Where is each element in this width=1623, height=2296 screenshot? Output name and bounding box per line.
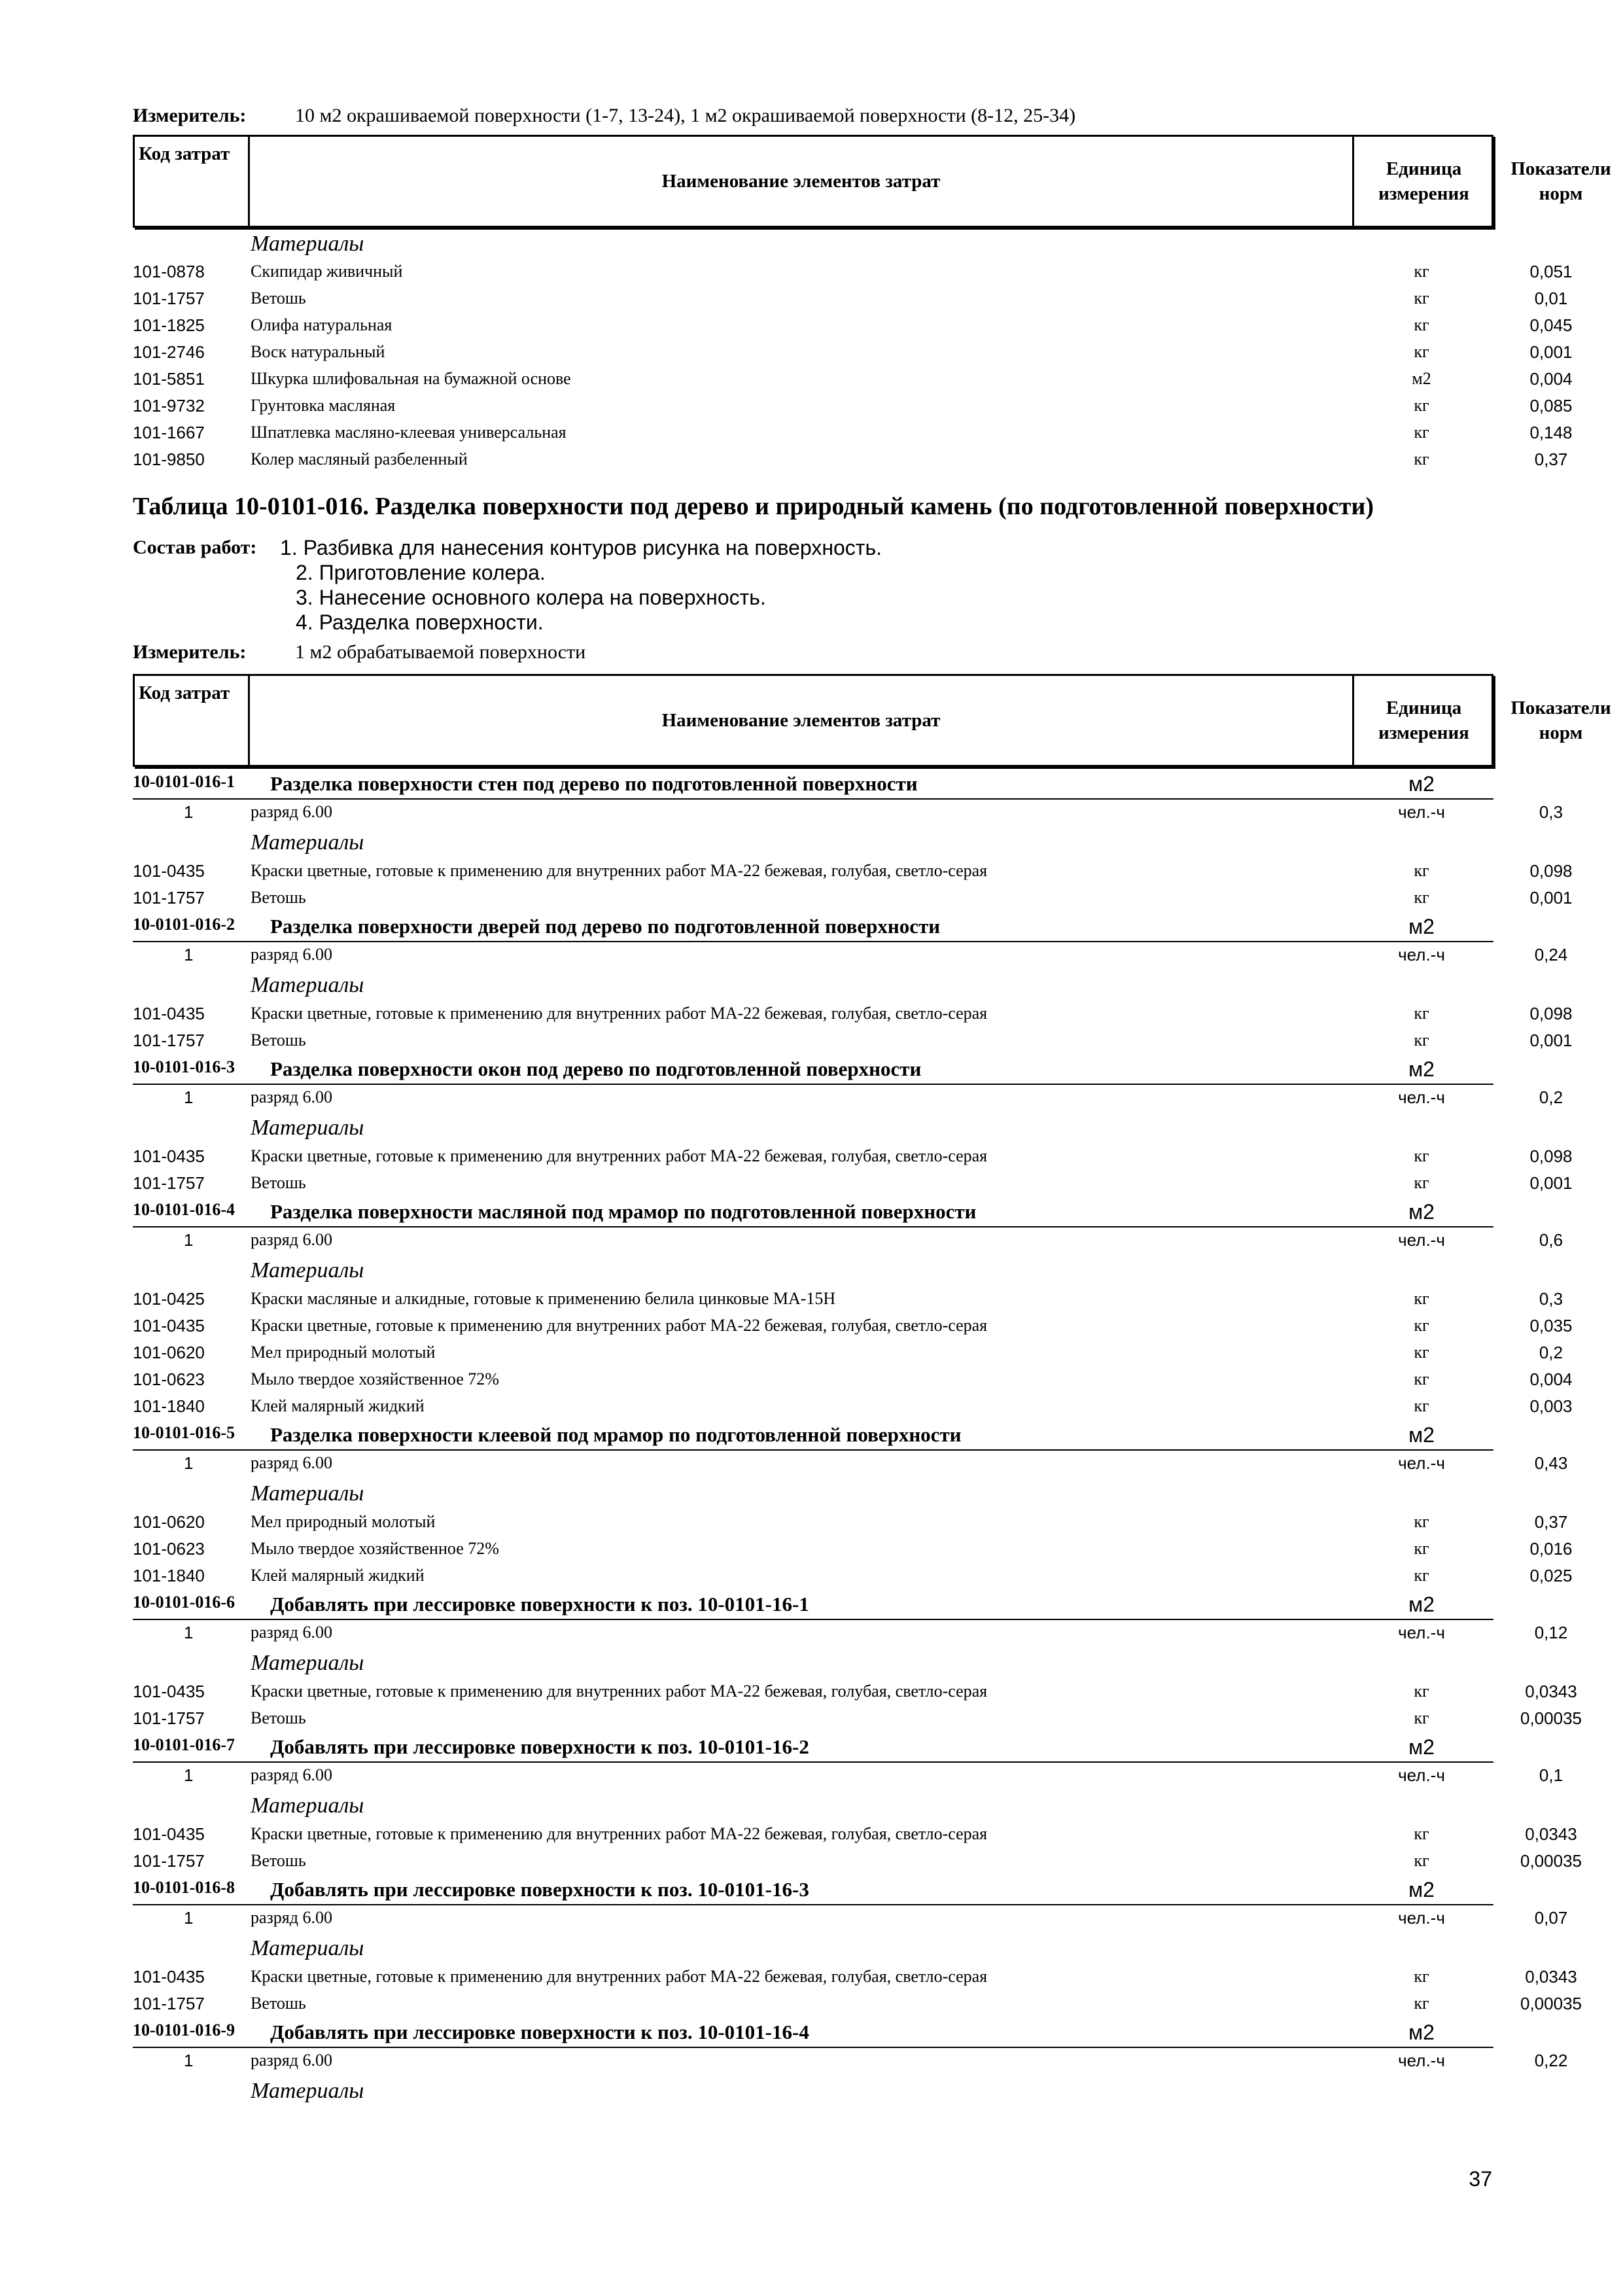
row-name: Краски цветные, готовые к применению для внутренних работ МА-22 бежевая, голубая, светло-серая (251, 861, 988, 880)
materials-label (133, 1793, 1493, 1820)
row-unit: кг (1414, 1031, 1429, 1050)
row-value: 0,001 (1529, 342, 1573, 362)
row-value: 0,2 (1539, 1343, 1563, 1362)
row-unit: кг (1414, 315, 1429, 334)
row-code: 10-0101-016-6 (133, 1593, 235, 1612)
row-code: 101-1840 (133, 1396, 205, 1416)
row-value: 0,6 (1539, 1230, 1563, 1250)
table-row (133, 1369, 1573, 1396)
row-value: 0,001 (1529, 888, 1573, 908)
row-name: Добавлять при лессировке поверхности к поз. 10-0101-16-4 (270, 2021, 809, 2043)
row-name: Материалы (251, 973, 364, 997)
steps-list (280, 535, 882, 635)
row-code: 1 (184, 1623, 194, 1642)
row-name: Мыло твердое хозяйственное 72% (251, 1539, 499, 1558)
row-code: 101-9732 (133, 396, 205, 415)
row-unit: кг (1414, 1539, 1429, 1558)
row-name: разряд 6.00 (251, 1230, 332, 1249)
row-name: Ветошь (251, 1994, 306, 2013)
row-name: Грунтовка масляная (251, 396, 396, 415)
header-unit: Единица измерения (1354, 137, 1495, 226)
row-unit: м2 (1412, 369, 1431, 388)
row-name: Краски масляные и алкидные, готовые к применению белила цинковые МА-15Н (251, 1289, 836, 1308)
row-value: 0,098 (1529, 861, 1573, 881)
row-name: разряд 6.00 (251, 1765, 332, 1784)
table-row (133, 1623, 1568, 1649)
section-row (133, 1057, 1493, 1085)
row-unit: м2 (1408, 1200, 1435, 1224)
row-unit: чел.-ч (1398, 1230, 1445, 1250)
row-unit: кг (1414, 1967, 1429, 1986)
row-code: 101-1757 (133, 1708, 205, 1728)
table-row (133, 802, 1563, 828)
materials-label (133, 973, 1493, 999)
row-code: 101-0435 (133, 1146, 205, 1166)
row-code: 101-0878 (133, 262, 205, 281)
row-name: Разделка поверхности окон под дерево по подготовленной поверхности (270, 1057, 922, 1080)
table-row (133, 369, 1573, 395)
row-unit: м2 (1408, 772, 1435, 796)
table-row (133, 1004, 1573, 1030)
section-row (133, 1200, 1493, 1227)
row-code: 101-1757 (133, 888, 205, 908)
row-value: 0,00035 (1520, 1708, 1582, 1728)
materials-label (133, 1116, 1493, 1142)
row-name: разряд 6.00 (251, 1087, 332, 1106)
row-value: 0,001 (1529, 1031, 1573, 1050)
row-name: Мел природный молотый (251, 1512, 436, 1531)
row-value: 0,0343 (1525, 1682, 1577, 1701)
table-row (133, 1087, 1563, 1114)
row-unit: м2 (1408, 1878, 1435, 1901)
row-value: 0,1 (1539, 1765, 1563, 1785)
table-row (133, 1343, 1563, 1369)
row-code: 101-0435 (133, 1824, 205, 1844)
row-unit: чел.-ч (1398, 1765, 1445, 1785)
row-name: Клей малярный жидкий (251, 1566, 425, 1585)
table-row (133, 1851, 1582, 1877)
table-row (133, 1765, 1563, 1792)
row-value: 0,016 (1529, 1539, 1573, 1559)
table-row (133, 1824, 1577, 1850)
row-code: 101-0435 (133, 1004, 205, 1023)
row-value: 0,0343 (1525, 1967, 1577, 1987)
table-row (133, 1453, 1568, 1479)
section-row (133, 915, 1493, 942)
row-value: 0,3 (1539, 802, 1563, 822)
row-name: Клей малярный жидкий (251, 1396, 425, 1415)
row-name: Материалы (251, 1258, 364, 1282)
table-row (133, 1967, 1577, 1993)
row-unit: кг (1414, 1146, 1429, 1165)
row-unit: кг (1414, 1343, 1429, 1362)
row-code: 1 (184, 1230, 194, 1250)
row-unit: м2 (1408, 1057, 1435, 1081)
row-name: Ветошь (251, 1708, 306, 1727)
row-unit: кг (1414, 342, 1429, 361)
row-unit: кг (1414, 1851, 1429, 1870)
row-code: 101-1757 (133, 289, 205, 308)
row-name: разряд 6.00 (251, 1908, 332, 1927)
row-unit: кг (1414, 1682, 1429, 1701)
row-value: 0,07 (1534, 1908, 1568, 1928)
row-value: 0,0343 (1525, 1824, 1577, 1844)
row-name: Добавлять при лессировке поверхности к поз. 10-0101-16-3 (270, 1878, 809, 1901)
row-value: 0,24 (1534, 945, 1568, 964)
row-unit: чел.-ч (1398, 1623, 1445, 1642)
row-name: Колер масляный разбеленный (251, 450, 468, 468)
row-unit: чел.-ч (1398, 802, 1445, 822)
row-name: Шпатлевка масляно-клеевая универсальная (251, 423, 567, 442)
table-row (133, 342, 1573, 368)
table-row (133, 2051, 1568, 2077)
materials-label (133, 2079, 1493, 2105)
materials-label (133, 1936, 1493, 1962)
table-row (133, 1031, 1573, 1057)
row-name: разряд 6.00 (251, 2051, 332, 2070)
section-row (133, 1593, 1493, 1620)
row-value: 0,00035 (1520, 1994, 1582, 2013)
header-name: Наименование элементов затрат (250, 137, 1354, 226)
row-unit: кг (1414, 1708, 1429, 1727)
row-unit: кг (1414, 1824, 1429, 1843)
row-unit: чел.-ч (1398, 1087, 1445, 1107)
table-row (133, 289, 1568, 315)
row-value: 0,01 (1534, 289, 1568, 308)
row-unit: кг (1414, 1566, 1429, 1585)
row-code: 1 (184, 1453, 194, 1473)
row-code: 101-1840 (133, 1566, 205, 1585)
row-name: Воск натуральный (251, 342, 385, 361)
row-value: 0,003 (1529, 1396, 1573, 1416)
row-code: 101-5851 (133, 369, 205, 389)
row-code: 101-2746 (133, 342, 205, 362)
row-value: 0,004 (1529, 369, 1573, 389)
row-value: 0,051 (1529, 262, 1573, 281)
row-unit: кг (1414, 1316, 1429, 1335)
top-measure-label: Измеритель: (133, 105, 247, 126)
table-row (133, 450, 1568, 476)
row-unit: м2 (1408, 2021, 1435, 2044)
row-name: Добавлять при лессировке поверхности к поз. 10-0101-16-1 (270, 1593, 809, 1616)
row-code: 10-0101-016-3 (133, 1057, 235, 1076)
table-row (133, 945, 1568, 971)
row-code: 101-0435 (133, 1682, 205, 1701)
row-code: 10-0101-016-9 (133, 2021, 235, 2040)
row-unit: кг (1414, 861, 1429, 880)
step-item: 4. Разделка поверхности. (296, 610, 544, 634)
row-value: 0,035 (1529, 1316, 1573, 1335)
table-row (133, 423, 1573, 449)
row-name: Ветошь (251, 888, 306, 907)
row-value: 0,045 (1529, 315, 1573, 335)
main-measure-value: 1 м2 обрабатываемой поверхности (295, 641, 586, 663)
table-row (133, 1173, 1573, 1199)
row-value: 0,12 (1534, 1623, 1568, 1642)
row-code: 101-0620 (133, 1343, 205, 1362)
row-name: Разделка поверхности клеевой под мрамор по подготовленной поверхности (270, 1423, 962, 1446)
table-row (133, 1708, 1582, 1735)
row-code: 10-0101-016-7 (133, 1735, 235, 1754)
row-unit: кг (1414, 1369, 1429, 1388)
row-unit: кг (1414, 1173, 1429, 1192)
row-value: 0,43 (1534, 1453, 1568, 1473)
row-name: Ветошь (251, 1031, 306, 1050)
row-unit: кг (1414, 450, 1429, 468)
row-name: Мел природный молотый (251, 1343, 436, 1362)
row-name: Ветошь (251, 289, 306, 308)
row-code: 10-0101-016-2 (133, 915, 235, 934)
row-unit: кг (1414, 289, 1429, 308)
row-code: 101-0435 (133, 1967, 205, 1987)
table-row (133, 1289, 1563, 1315)
top-materials-label: Материалы (251, 232, 364, 256)
main-measure-label: Измеритель: (133, 641, 247, 663)
row-unit: кг (1414, 1396, 1429, 1415)
step-item: 1. Разбивка для нанесения контуров рисунка на поверхность. (280, 536, 882, 559)
row-code: 1 (184, 802, 194, 822)
row-unit: м2 (1408, 1593, 1435, 1616)
top-table-header (133, 135, 1611, 228)
row-code: 1 (184, 2051, 194, 2070)
row-name: разряд 6.00 (251, 802, 332, 821)
row-name: Ветошь (251, 1173, 306, 1192)
row-name: Материалы (251, 1936, 364, 1960)
row-name: Краски цветные, готовые к применению для внутренних работ МА-22 бежевая, голубая, светло-серая (251, 1967, 988, 1986)
row-unit: кг (1414, 888, 1429, 907)
header-norm: Показатели норм (1510, 158, 1611, 204)
row-code: 101-1757 (133, 1994, 205, 2013)
row-value: 0,37 (1534, 1512, 1568, 1532)
row-name: Ветошь (251, 1851, 306, 1870)
step-item: 3. Нанесение основного колера на поверхность. (296, 586, 766, 609)
row-name: Мыло твердое хозяйственное 72% (251, 1369, 499, 1388)
table-row (133, 1539, 1573, 1565)
row-code: 101-1757 (133, 1173, 205, 1193)
row-name: разряд 6.00 (251, 1453, 332, 1472)
table-row (133, 1908, 1568, 1934)
row-name: Олифа натуральная (251, 315, 393, 334)
row-unit: кг (1414, 1512, 1429, 1531)
section-row (133, 1878, 1493, 1905)
section-row (133, 772, 1493, 800)
step-item: 2. Приготовление колера. (296, 561, 546, 584)
row-name: Разделка поверхности масляной под мрамор по подготовленной поверхности (270, 1200, 977, 1223)
row-unit: кг (1414, 1004, 1429, 1023)
row-name: Материалы (251, 1651, 364, 1675)
row-name: Добавлять при лессировке поверхности к поз. 10-0101-16-2 (270, 1735, 809, 1758)
row-value: 0,00035 (1520, 1851, 1582, 1871)
row-code: 101-1667 (133, 423, 205, 442)
row-code: 1 (184, 1087, 194, 1107)
table-row (133, 262, 1573, 288)
row-value: 0,148 (1529, 423, 1573, 442)
row-name: Краски цветные, готовые к применению для внутренних работ МА-22 бежевая, голубая, светло-серая (251, 1004, 988, 1023)
row-code: 10-0101-016-4 (133, 1200, 235, 1219)
row-value: 0,2 (1539, 1087, 1563, 1107)
table-row (133, 1566, 1573, 1592)
row-name: Материалы (251, 1793, 364, 1818)
main-measure (133, 641, 1493, 667)
table-row (133, 315, 1573, 342)
row-code: 1 (184, 945, 194, 964)
row-code: 1 (184, 1908, 194, 1928)
section-row (133, 1423, 1493, 1451)
row-value: 0,004 (1529, 1369, 1573, 1389)
row-code: 101-1757 (133, 1851, 205, 1871)
section-row (133, 2021, 1493, 2048)
row-unit: кг (1414, 396, 1429, 415)
materials-label (133, 1481, 1493, 1508)
row-name: Материалы (251, 1481, 364, 1506)
header-code: Код затрат (135, 676, 250, 765)
row-unit: кг (1414, 423, 1429, 442)
row-value: 0,098 (1529, 1004, 1573, 1023)
row-unit: кг (1414, 1994, 1429, 2013)
row-code: 1 (184, 1765, 194, 1785)
materials-label (133, 1258, 1493, 1284)
row-unit: м2 (1408, 915, 1435, 938)
row-name: Материалы (251, 830, 364, 855)
sostav-label: Состав работ: (133, 537, 257, 558)
row-code: 101-0435 (133, 1316, 205, 1335)
row-name: Шкурка шлифовальная на бумажной основе (251, 369, 571, 388)
row-value: 0,085 (1529, 396, 1573, 415)
row-unit: чел.-ч (1398, 2051, 1445, 2070)
row-value: 0,098 (1529, 1146, 1573, 1166)
main-table-header (133, 674, 1611, 767)
row-value: 0,025 (1529, 1566, 1573, 1585)
table-title: Таблица 10-0101-016. Разделка поверхности под дерево и природный камень (по подготовленной поверхности) (133, 493, 1374, 520)
row-name: Материалы (251, 2079, 364, 2103)
row-unit: чел.-ч (1398, 1908, 1445, 1928)
row-unit: м2 (1408, 1735, 1435, 1759)
row-name: Разделка поверхности дверей под дерево по подготовленной поверхности (270, 915, 941, 938)
row-name: Материалы (251, 1116, 364, 1140)
row-code: 101-0425 (133, 1289, 205, 1309)
row-code: 10-0101-016-5 (133, 1423, 235, 1442)
row-name: Краски цветные, готовые к применению для внутренних работ МА-22 бежевая, голубая, светло-серая (251, 1682, 988, 1701)
row-name: разряд 6.00 (251, 1623, 332, 1642)
materials-label (133, 830, 1493, 857)
table-row (133, 1146, 1573, 1173)
table-row (133, 1994, 1582, 2020)
row-code: 10-0101-016-8 (133, 1878, 235, 1897)
row-value: 0,3 (1539, 1289, 1563, 1309)
row-code: 101-1757 (133, 1031, 205, 1050)
row-name: Скипидар живичный (251, 262, 403, 281)
row-unit: м2 (1408, 1423, 1435, 1447)
row-name: Разделка поверхности стен под дерево по подготовленной поверхности (270, 772, 918, 795)
row-unit: чел.-ч (1398, 1453, 1445, 1473)
row-value: 0,001 (1529, 1173, 1573, 1193)
row-code: 101-0623 (133, 1369, 205, 1389)
row-unit: кг (1414, 262, 1429, 281)
materials-label (133, 1651, 1493, 1677)
table-row (133, 861, 1573, 887)
table-row (133, 1682, 1577, 1708)
row-code: 10-0101-016-1 (133, 772, 235, 791)
row-unit: чел.-ч (1398, 945, 1445, 964)
header-code: Код затрат (135, 137, 250, 226)
top-measure-value: 10 м2 окрашиваемой поверхности (1-7, 13-24), 1 м2 окрашиваемой поверхности (8-12, 25-34) (295, 105, 1076, 126)
table-row (133, 1396, 1573, 1422)
section-row (133, 1735, 1493, 1763)
row-name: Краски цветные, готовые к применению для внутренних работ МА-22 бежевая, голубая, светло-серая (251, 1316, 988, 1335)
table-row (133, 1512, 1568, 1538)
row-value: 0,37 (1534, 450, 1568, 469)
row-name: Краски цветные, готовые к применению для внутренних работ МА-22 бежевая, голубая, светло-серая (251, 1146, 988, 1165)
row-code: 101-1825 (133, 315, 205, 335)
row-name: Краски цветные, готовые к применению для внутренних работ МА-22 бежевая, голубая, светло-серая (251, 1824, 988, 1843)
row-unit: кг (1414, 1289, 1429, 1308)
table-row (133, 1230, 1563, 1256)
table-row (133, 1316, 1573, 1342)
page-number: 37 (1469, 2167, 1492, 2191)
row-name: разряд 6.00 (251, 945, 332, 964)
row-code: 101-0435 (133, 861, 205, 881)
row-value: 0,22 (1534, 2051, 1568, 2070)
row-code: 101-9850 (133, 450, 205, 469)
header-norm: Показатели норм (1510, 698, 1611, 743)
row-code: 101-0620 (133, 1512, 205, 1532)
table-row (133, 888, 1573, 914)
header-unit: Единица измерения (1354, 676, 1495, 765)
table-row (133, 396, 1573, 422)
top-measure (133, 105, 1493, 131)
header-name: Наименование элементов затрат (250, 676, 1354, 765)
row-code: 101-0623 (133, 1539, 205, 1559)
